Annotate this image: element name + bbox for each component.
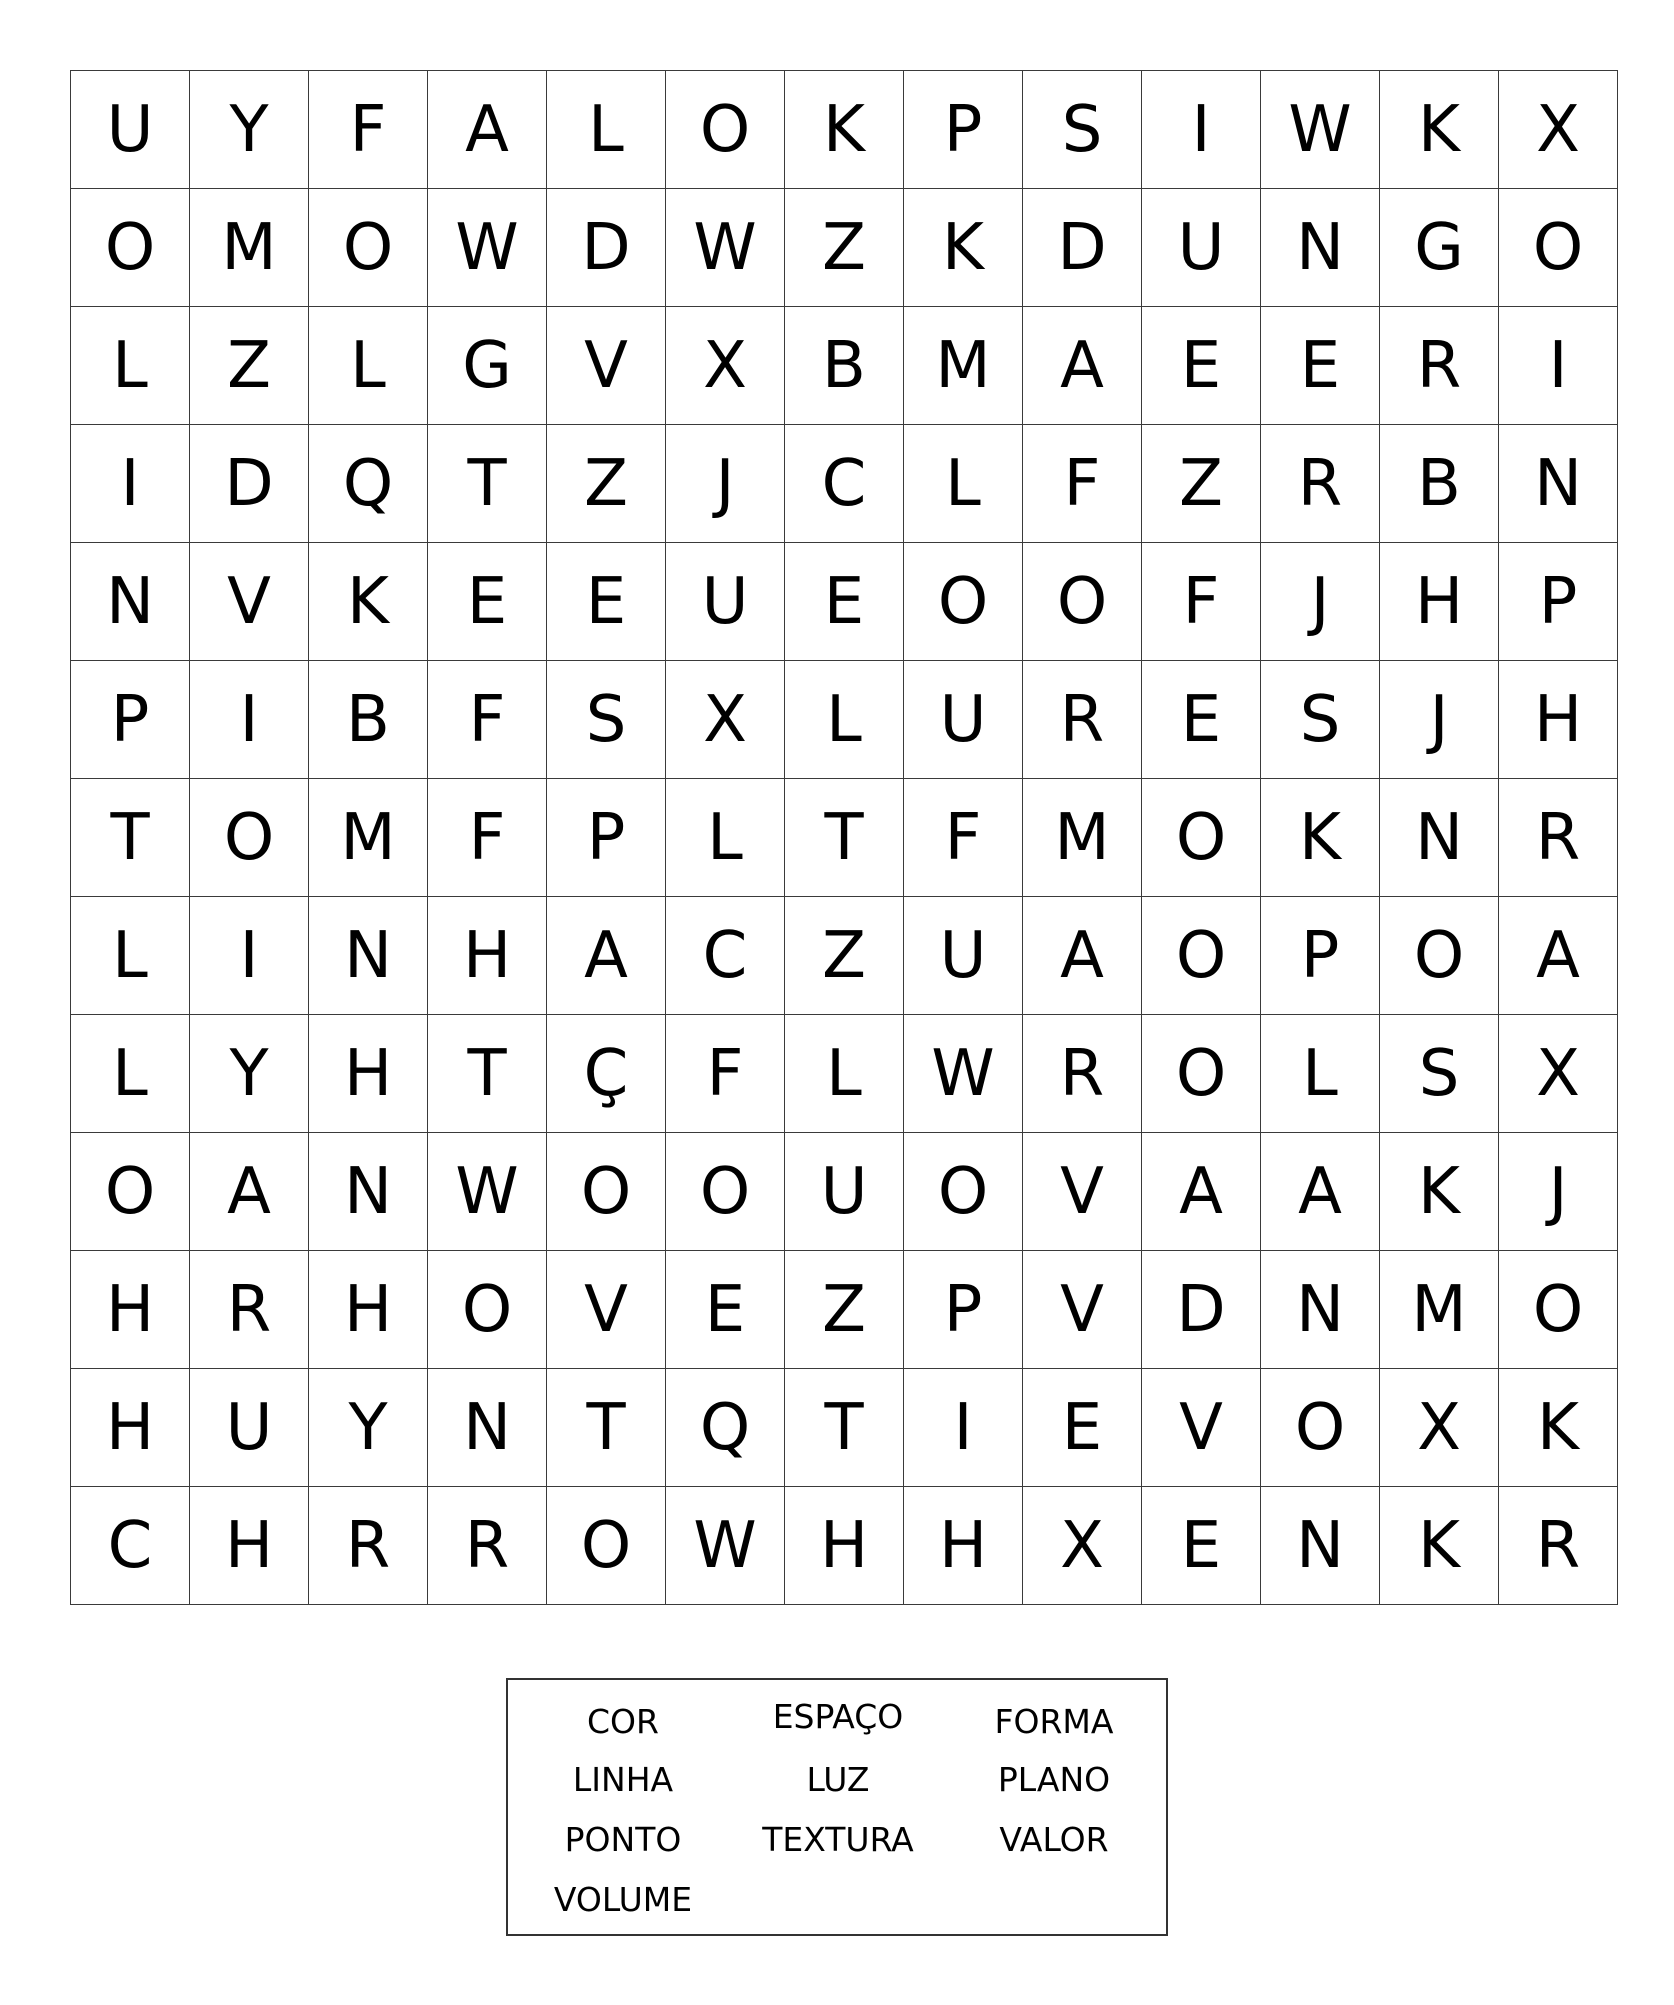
grid-cell: E — [1142, 307, 1261, 425]
grid-cell: Z — [1142, 425, 1261, 543]
grid-row — [71, 1015, 1618, 1133]
grid-cell: A — [428, 71, 547, 189]
grid-row — [71, 661, 1618, 779]
grid-cell: Y — [190, 1015, 309, 1133]
grid-cell: H — [190, 1487, 309, 1605]
grid-cell: U — [904, 661, 1023, 779]
grid-cell: L — [666, 779, 785, 897]
grid-cell: J — [1261, 543, 1380, 661]
grid-cell: S — [547, 661, 666, 779]
grid-cell: E — [785, 543, 904, 661]
grid-cell: X — [1499, 71, 1618, 189]
grid-cell: O — [309, 189, 428, 307]
grid-cell: F — [904, 779, 1023, 897]
grid-cell: V — [1023, 1251, 1142, 1369]
grid-cell: N — [71, 543, 190, 661]
grid-cell: W — [428, 189, 547, 307]
grid-cell: X — [1023, 1487, 1142, 1605]
grid-cell: P — [1499, 543, 1618, 661]
grid-cell: I — [904, 1369, 1023, 1487]
grid-cell: W — [666, 1487, 785, 1605]
grid-cell: O — [1142, 779, 1261, 897]
word-list-item: VALOR — [999, 1820, 1109, 1859]
grid-cell: A — [1023, 307, 1142, 425]
grid-cell: K — [1380, 1133, 1499, 1251]
grid-cell: N — [1380, 779, 1499, 897]
grid-cell: R — [1499, 1487, 1618, 1605]
grid-cell: O — [71, 1133, 190, 1251]
grid-cell: W — [904, 1015, 1023, 1133]
grid-cell: R — [1380, 307, 1499, 425]
grid-cell: K — [1261, 779, 1380, 897]
grid-cell: H — [309, 1015, 428, 1133]
grid-cell: N — [309, 897, 428, 1015]
word-list-box — [506, 1678, 1168, 1936]
grid-cell: W — [1261, 71, 1380, 189]
grid-cell: I — [71, 425, 190, 543]
grid-cell: L — [71, 307, 190, 425]
grid-cell: H — [71, 1251, 190, 1369]
word-list-item: VOLUME — [553, 1880, 693, 1919]
grid-cell: Y — [309, 1369, 428, 1487]
grid-cell: O — [904, 543, 1023, 661]
grid-cell: Y — [190, 71, 309, 189]
grid-row — [71, 779, 1618, 897]
grid-cell: H — [71, 1369, 190, 1487]
grid-row — [71, 543, 1618, 661]
grid-cell: C — [785, 425, 904, 543]
grid-cell: A — [1261, 1133, 1380, 1251]
grid-cell: N — [428, 1369, 547, 1487]
grid-cell: M — [309, 779, 428, 897]
grid-cell: O — [666, 1133, 785, 1251]
grid-cell: E — [1142, 661, 1261, 779]
grid-cell: N — [1261, 189, 1380, 307]
grid-cell: K — [904, 189, 1023, 307]
grid-cell: O — [190, 779, 309, 897]
word-list-item: PLANO — [997, 1760, 1111, 1799]
grid-cell: E — [547, 543, 666, 661]
grid-cell: Z — [785, 897, 904, 1015]
grid-cell: E — [666, 1251, 785, 1369]
grid-cell: T — [428, 1015, 547, 1133]
grid-cell: S — [1023, 71, 1142, 189]
grid-cell: T — [428, 425, 547, 543]
grid-cell: H — [1380, 543, 1499, 661]
grid-cell: O — [1499, 1251, 1618, 1369]
grid-cell: L — [547, 71, 666, 189]
grid-cell: R — [1499, 779, 1618, 897]
grid-cell: V — [1023, 1133, 1142, 1251]
grid-cell: A — [1142, 1133, 1261, 1251]
grid-cell: I — [1499, 307, 1618, 425]
grid-cell: N — [309, 1133, 428, 1251]
grid-cell: J — [1499, 1133, 1618, 1251]
grid-cell: O — [1380, 897, 1499, 1015]
grid-cell: E — [1142, 1487, 1261, 1605]
grid-cell: R — [190, 1251, 309, 1369]
grid-cell: S — [1261, 661, 1380, 779]
grid-cell: L — [1261, 1015, 1380, 1133]
grid-cell: P — [904, 71, 1023, 189]
grid-cell: O — [1023, 543, 1142, 661]
grid-cell: P — [547, 779, 666, 897]
grid-cell: M — [1380, 1251, 1499, 1369]
word-list-item: FORMA — [994, 1702, 1114, 1741]
grid-cell: G — [1380, 189, 1499, 307]
grid-cell: F — [666, 1015, 785, 1133]
grid-cell: P — [1261, 897, 1380, 1015]
grid-row — [71, 425, 1618, 543]
grid-cell: S — [1380, 1015, 1499, 1133]
grid-cell: P — [904, 1251, 1023, 1369]
word-search-grid — [70, 70, 1618, 1605]
grid-cell: D — [1142, 1251, 1261, 1369]
grid-cell: D — [190, 425, 309, 543]
grid-cell: K — [1499, 1369, 1618, 1487]
grid-cell: R — [1023, 661, 1142, 779]
grid-cell: F — [1142, 543, 1261, 661]
grid-cell: E — [1023, 1369, 1142, 1487]
grid-cell: A — [547, 897, 666, 1015]
word-list-item: COR — [587, 1702, 659, 1741]
grid-cell: V — [547, 307, 666, 425]
grid-cell: H — [428, 897, 547, 1015]
grid-cell: O — [71, 189, 190, 307]
grid-cell: U — [71, 71, 190, 189]
grid-cell: Z — [785, 189, 904, 307]
grid-cell: L — [904, 425, 1023, 543]
grid-cell: B — [1380, 425, 1499, 543]
grid-cell: F — [428, 779, 547, 897]
grid-cell: O — [1142, 897, 1261, 1015]
grid-cell: M — [904, 307, 1023, 425]
grid-cell: H — [904, 1487, 1023, 1605]
grid-cell: W — [428, 1133, 547, 1251]
grid-cell: U — [190, 1369, 309, 1487]
grid-cell: J — [1380, 661, 1499, 779]
grid-cell: N — [1261, 1487, 1380, 1605]
word-list-item: LUZ — [806, 1760, 870, 1799]
grid-cell: K — [785, 71, 904, 189]
grid-cell: O — [1142, 1015, 1261, 1133]
grid-row — [71, 1133, 1618, 1251]
grid-cell: L — [71, 1015, 190, 1133]
grid-row — [71, 71, 1618, 189]
grid-cell: I — [1142, 71, 1261, 189]
grid-cell: K — [309, 543, 428, 661]
grid-cell: T — [547, 1369, 666, 1487]
grid-cell: A — [1023, 897, 1142, 1015]
grid-cell: X — [666, 661, 785, 779]
grid-row — [71, 189, 1618, 307]
grid-row — [71, 897, 1618, 1015]
grid-cell: P — [71, 661, 190, 779]
grid-cell: K — [1380, 1487, 1499, 1605]
grid-cell: O — [547, 1133, 666, 1251]
grid-cell: H — [1499, 661, 1618, 779]
grid-cell: A — [190, 1133, 309, 1251]
grid-cell: C — [666, 897, 785, 1015]
grid-cell: E — [428, 543, 547, 661]
grid-cell: U — [785, 1133, 904, 1251]
grid-cell: M — [1023, 779, 1142, 897]
grid-cell: Ç — [547, 1015, 666, 1133]
grid-cell: I — [190, 897, 309, 1015]
grid-cell: C — [71, 1487, 190, 1605]
grid-cell: H — [309, 1251, 428, 1369]
grid-cell: T — [785, 779, 904, 897]
grid-cell: A — [1499, 897, 1618, 1015]
grid-cell: Z — [190, 307, 309, 425]
grid-row — [71, 1369, 1618, 1487]
grid-cell: B — [309, 661, 428, 779]
grid-cell: L — [785, 661, 904, 779]
grid-cell: X — [666, 307, 785, 425]
grid-cell: W — [666, 189, 785, 307]
grid-cell: F — [309, 71, 428, 189]
grid-cell: E — [1261, 307, 1380, 425]
grid-cell: Z — [785, 1251, 904, 1369]
grid-cell: R — [1023, 1015, 1142, 1133]
grid-cell: I — [190, 661, 309, 779]
grid-cell: O — [1499, 189, 1618, 307]
grid-cell: X — [1499, 1015, 1618, 1133]
grid-cell: F — [428, 661, 547, 779]
grid-row — [71, 1487, 1618, 1605]
grid-cell: O — [428, 1251, 547, 1369]
grid-cell: L — [71, 897, 190, 1015]
grid-cell: R — [428, 1487, 547, 1605]
grid-cell: U — [904, 897, 1023, 1015]
grid-cell: F — [1023, 425, 1142, 543]
grid-cell: N — [1261, 1251, 1380, 1369]
grid-cell: D — [547, 189, 666, 307]
grid-cell: V — [1142, 1369, 1261, 1487]
grid-cell: L — [785, 1015, 904, 1133]
grid-cell: Z — [547, 425, 666, 543]
word-list-item: ESPAÇO — [772, 1697, 904, 1736]
grid-cell: O — [1261, 1369, 1380, 1487]
grid-cell: V — [190, 543, 309, 661]
grid-cell: J — [666, 425, 785, 543]
grid-cell: B — [785, 307, 904, 425]
grid-cell: T — [785, 1369, 904, 1487]
grid-cell: X — [1380, 1369, 1499, 1487]
grid-row — [71, 1251, 1618, 1369]
word-list-item: LINHA — [572, 1760, 674, 1799]
grid-cell: L — [309, 307, 428, 425]
grid-cell: V — [547, 1251, 666, 1369]
grid-row — [71, 307, 1618, 425]
grid-cell: G — [428, 307, 547, 425]
grid-cell: R — [1261, 425, 1380, 543]
grid-cell: D — [1023, 189, 1142, 307]
grid-cell: U — [666, 543, 785, 661]
word-list-item: TEXTURA — [762, 1820, 914, 1859]
grid-cell: O — [547, 1487, 666, 1605]
grid-cell: U — [1142, 189, 1261, 307]
grid-cell: K — [1380, 71, 1499, 189]
grid-cell: R — [309, 1487, 428, 1605]
grid-cell: O — [666, 71, 785, 189]
word-list-item: PONTO — [564, 1820, 682, 1859]
grid-cell: M — [190, 189, 309, 307]
grid-cell: T — [71, 779, 190, 897]
grid-cell: Q — [666, 1369, 785, 1487]
grid-cell: H — [785, 1487, 904, 1605]
grid-cell: N — [1499, 425, 1618, 543]
grid-cell: O — [904, 1133, 1023, 1251]
grid-cell: Q — [309, 425, 428, 543]
